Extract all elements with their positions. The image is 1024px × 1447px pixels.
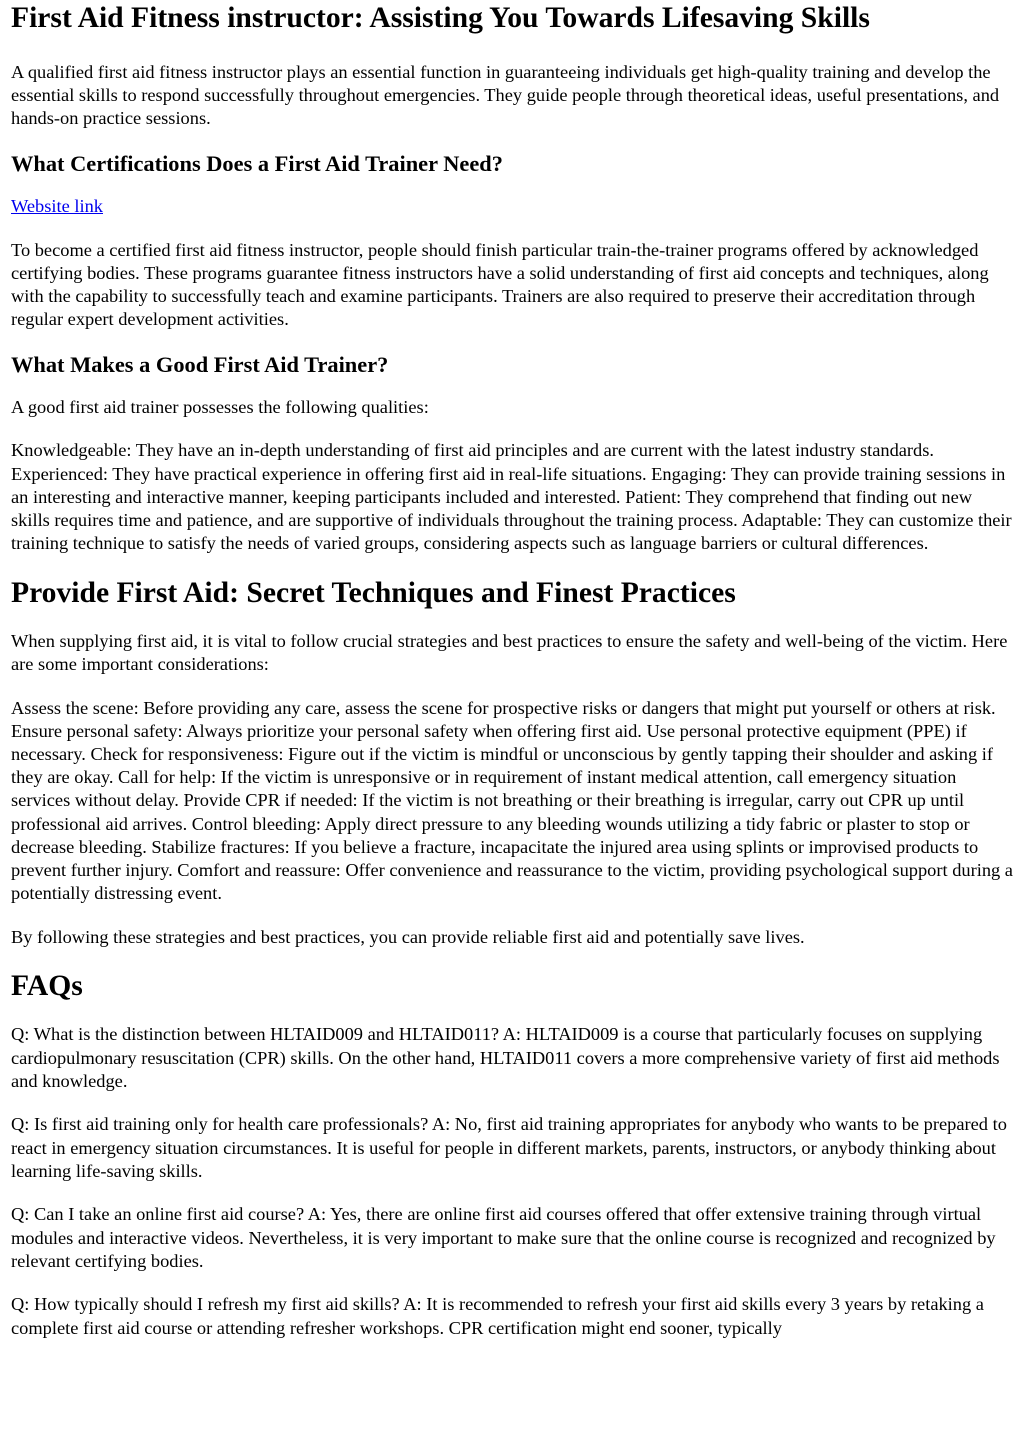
provide-considerations: Assess the scene: Before providing any care, assess the scene for prospective risks or dangers that might put yourself or others at risk. Ensure personal safety: Always prioritize your personal safety when offering first aid. Use personal protective equipment (PPE) if necessary. Check for responsiveness: Figure out if the victim is mindful or unconscious by gently tapping their shoulder and asking if they are okay. Call for help: If the victim is unresponsive or in requirement of instant medical attention, call emergency situation services without delay. Provide CPR if needed: If the victim is not breathing or their breathing is irregular, carry out CPR up until professional aid arrives. Control bleeding: Apply direct pressure to any bleeding wounds utilizing a tidy fabric or plaster to stop or decrease bleeding. Stabilize fractures: If you believe a fracture, incapacitate the injured area using splints or improvised products to prevent further injury. Comfort and reassure: Offer convenience and reassurance to the victim, providing psychological support during a potentially distressing event.: [11, 697, 1013, 904]
certifications-paragraph: To become a certified first aid fitness instructor, people should finish particular train-the-trainer programs offered by acknowledged certifying bodies. These programs guarantee fitness instructors have a solid understanding of first aid concepts and techniques, along with the capability to successfully teach and examine participants. Trainers are also required to preserve their accreditation through regular expert development activities.: [11, 239, 989, 330]
faq-item: Q: Is first aid training only for health care professionals? A: No, first aid training appropriates for anybody who wants to be prepared to react in emergency situation circumstances. It is useful for people in different markets, parents, instructors, or anybody thinking about learning life-saving skills.: [11, 1114, 1007, 1181]
intro-paragraph: A qualified first aid fitness instructor plays an essential function in guaranteeing individuals get high-quality training and develop the essential skills to respond successfully throughout emergencies. They guide people through theoretical ideas, useful presentations, and hands-on practice sessions.: [11, 62, 1000, 129]
provide-intro: When supplying first aid, it is vital to follow crucial strategies and best practices to ensure the safety and well-being of the victim. Here are some important considerations:: [11, 630, 1008, 674]
good-trainer-qualities: Knowledgeable: They have an in-depth understanding of first aid principles and are current with the latest industry standards. Experienced: They have practical experience in offering first aid in real-life situations. Engaging: They can provide training sessions in an interesting and interactive manner, keeping participants included and interested. Patient: They comprehend that finding out new skills requires time and patience, and are supportive of individuals throughout the training process. Adaptable: They can customize their training technique to satisfy the needs of varied groups, considering aspects such as language barriers or cultural differences.: [11, 440, 1012, 554]
provide-closing: By following these strategies and best practices, you can provide reliable first aid and potentially save lives.: [11, 926, 805, 947]
faq-item: Q: Can I take an online first aid course? A: Yes, there are online first aid courses offered that offer extensive training through virtual modules and interactive videos. Nevertheless, it is very important to make sure that the online course is recognized and recognized by relevant certifying bodies.: [11, 1204, 996, 1271]
website-link-paragraph: [11, 195, 1013, 218]
faqs-heading: FAQs: [11, 970, 83, 1003]
good-trainer-intro: A good first aid trainer possesses the following qualities:: [11, 396, 429, 417]
certifications-heading: What Certifications Does a First Aid Trainer Need?: [11, 151, 503, 176]
provide-first-aid-heading: Provide First Aid: Secret Techniques and Finest Practices: [11, 576, 736, 609]
website-link[interactable]: Website link: [11, 196, 103, 216]
good-trainer-heading: What Makes a Good First Aid Trainer?: [11, 351, 389, 377]
faq-item: Q: What is the distinction between HLTAID009 and HLTAID011? A: HLTAID009 is a course that particularly focuses on supplying cardiopulmonary resuscitation (CPR) skills. On the other hand, HLTAID011 covers a more comprehensive variety of first aid methods and knowledge.: [11, 1024, 1000, 1091]
article: [0, 1, 1024, 1340]
faq-item: Q: How typically should I refresh my first aid skills? A: It is recommended to refresh your first aid skills every 3 years by retaking a complete first aid course or attending refresher workshops. CPR certification might end sooner, typically: [11, 1294, 984, 1338]
page-title: First Aid Fitness instructor: Assisting You Towards Lifesaving Skills: [11, 2, 870, 34]
